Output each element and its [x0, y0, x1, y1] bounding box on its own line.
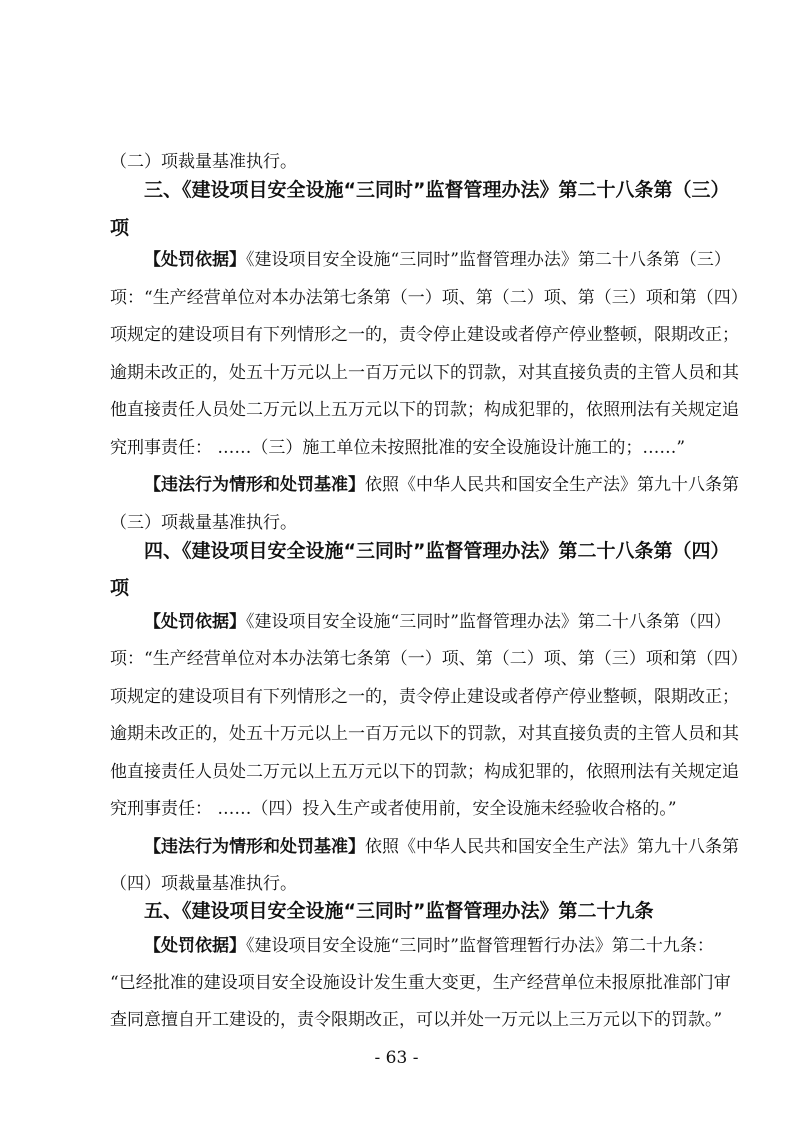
paragraph-line: （四）项裁量基准执行。 [110, 874, 297, 894]
standard-label: 【违法行为情形和处罚基准】 [144, 837, 365, 857]
section-heading-3: 三、《建设项目安全设施“三同时”监督管理办法》第二十八条第（三） [144, 179, 730, 201]
section-heading-4: 四、《建设项目安全设施“三同时”监督管理办法》第二十八条第（四） [144, 540, 730, 562]
paragraph-line: （三）项裁量基准执行。 [110, 513, 297, 533]
penalty-basis-label: 【处罚依据】 [144, 936, 246, 956]
standard-text: 依照《中华人民共和国安全生产法》第九十八条第 [365, 837, 739, 857]
standard-line [144, 835, 739, 859]
paragraph-line: 查同意擅自开工建设的，责令限期改正，可以并处一万元以上三万元以下的罚款。” [110, 1010, 723, 1030]
standard-text: 依照《中华人民共和国安全生产法》第九十八条第 [365, 475, 739, 495]
paragraph-line: 项规定的建设项目有下列情形之一的，责令停止建设或者停产停业整顿，限期改正； [110, 325, 739, 345]
section-heading-4-cont: 项 [110, 577, 130, 599]
paragraph-line: “已经批准的建设项目安全设施设计发生重大变更，生产经营单位未报原批准部门审 [110, 973, 731, 993]
section-heading-3-cont: 项 [110, 217, 130, 239]
penalty-basis-text: 《建设项目安全设施“三同时”监督管理办法》第二十八条第（四） [246, 612, 731, 632]
paragraph-line: 项：“生产经营单位对本办法第七条第（一）项、第（二）项、第（三）项和第（四） [110, 288, 748, 308]
paragraph-line: 逾期未改正的，处五十万元以上一百万元以下的罚款，对其直接负责的主管人员和其 [110, 724, 739, 744]
paragraph-line: 项：“生产经营单位对本办法第七条第（一）项、第（二）项、第（三）项和第（四） [110, 649, 748, 669]
paragraph-line: 逾期未改正的，处五十万元以上一百万元以下的罚款，对其直接负责的主管人员和其 [110, 363, 739, 383]
penalty-basis-text: 《建设项目安全设施“三同时”监督管理办法》第二十八条第（三） [246, 250, 731, 270]
page-number: - 63 - [374, 1048, 419, 1068]
paragraph-line: 项规定的建设项目有下列情形之一的，责令停止建设或者停产停业整顿，限期改正； [110, 687, 739, 707]
paragraph-line: 他直接责任人员处二万元以上五万元以下的罚款；构成犯罪的，依照刑法有关规定追 [110, 400, 739, 420]
section-heading-5: 五、《建设项目安全设施“三同时”监督管理办法》第二十九条 [144, 900, 654, 922]
penalty-basis-label: 【处罚依据】 [144, 612, 246, 632]
paragraph-line: 究刑事责任： ……（三）施工单位未按照批准的安全设施设计施工的；……” [110, 438, 686, 458]
paragraph-line: （二）项裁量基准执行。 [110, 152, 297, 172]
penalty-basis-label: 【处罚依据】 [144, 250, 246, 270]
penalty-basis-text: 《建设项目安全设施“三同时”监督管理暂行办法》第二十九条： [246, 936, 714, 956]
penalty-basis-line [144, 248, 731, 272]
paragraph-line: 究刑事责任： ……（四）投入生产或者使用前，安全设施未经验收合格的。” [110, 799, 677, 819]
penalty-basis-line [144, 934, 714, 958]
standard-label: 【违法行为情形和处罚基准】 [144, 475, 365, 495]
penalty-basis-line [144, 610, 731, 634]
standard-line [144, 473, 739, 497]
paragraph-line: 他直接责任人员处二万元以上五万元以下的罚款；构成犯罪的，依照刑法有关规定追 [110, 762, 739, 782]
